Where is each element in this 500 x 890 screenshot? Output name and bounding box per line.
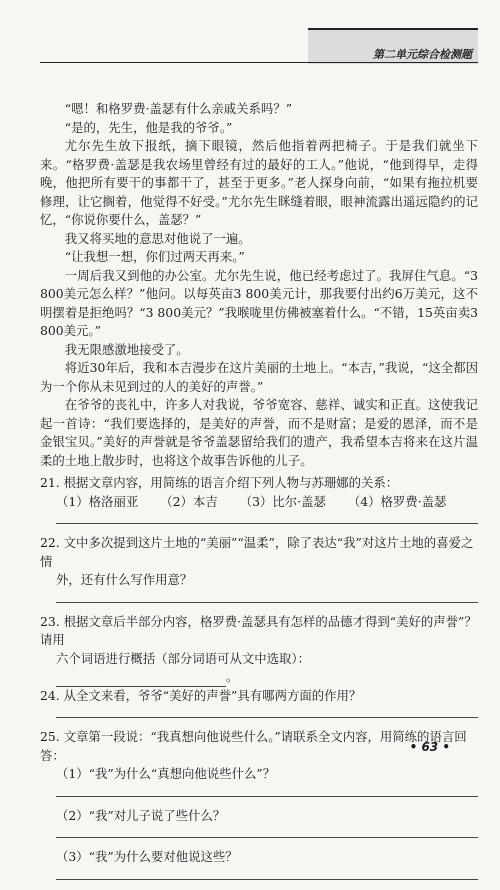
- question-25-sub1: （1）“我”为什么“真想向他说些什么”？: [56, 766, 276, 781]
- answer-line[interactable]: [56, 596, 478, 603]
- question-21-options: [56, 493, 478, 512]
- answer-line[interactable]: [56, 711, 478, 718]
- question-23-end: 。: [226, 669, 239, 684]
- passage-paragraph: 在爷爷的丧礼中，许多人对我说，爷爷宽容、慈祥、诚实和正直。这使我记起一首诗：“我们要选择的，是美好的声誉，而不是财富；是爱的恩泽，而不是金银宝贝。”美好的声誉就是爷爷盖瑟留给我们的遗产，我希望本吉将来在这片温柔的土地上散步时，也将这个故事告诉他的儿子。: [40, 397, 478, 468]
- passage-paragraph: 尤尔先生放下报纸，摘下眼镜，然后他指着两把椅子。于是我们就坐下来。“格罗费·盖瑟是我农场里曾经有过的最好的工人。”他说，“他到得早，走得晚，他把所有要干的事都干了，甚至于更多。”老人探身向前，“如果有拖拉机要修理，让它搁着，他觉得不好受。”尤尔先生眯缝着眼，眼神流露出遥远隐约的记忆，“你说你要什么，盖瑟？”: [40, 138, 478, 227]
- passage-paragraph: 将近30年后，我和本吉漫步在这片美丽的土地上。“本吉，”我说，“这全都因为一个你从未见到过的人的美好的声誉。”: [40, 360, 478, 394]
- header-rule: [40, 62, 478, 63]
- option-benji: （2）本吉: [160, 493, 218, 509]
- question-25: 25. 文章第一段说：“我真想向他说些什么。”请联系全文内容，用简练的语言回答：: [40, 729, 467, 763]
- option-grover: （4）格罗费·盖瑟: [347, 493, 447, 509]
- question-23: 23. 根据文章后半部分内容，格罗费·盖瑟具有怎样的品德才得到“美好的声誉”？请用: [40, 613, 477, 647]
- answer-line[interactable]: [56, 790, 478, 797]
- question-25-sub3: （3）“我”为什么要对他说这些？: [56, 849, 238, 864]
- passage-paragraph: “让我想一想，你们过两天再来。”: [64, 249, 245, 264]
- passage-paragraph: 我又将买地的意思对他说了一遍。: [64, 230, 251, 246]
- page-number: • 63 •: [409, 740, 450, 754]
- question-23-cont: [56, 650, 478, 687]
- question-23-prompt: 六个词语进行概括（部分词语可从文中选取）：: [56, 650, 311, 666]
- question-22-cont: 外，还有什么写作用意？: [56, 572, 193, 587]
- page-header: [40, 28, 478, 62]
- question-24: 24. 从全文来看，爷爷“美好的声誉”具有哪两方面的作用？: [40, 687, 362, 703]
- passage-paragraph: 一周后我又到他的办公室。尤尔先生说，他已经考虑过了。我屏住气息。“3 800美元怎么样？”他问。以每英亩3 800美元计，那我要付出约6万美元，这不明摆着是拒绝吗？“3 800美元？”我喉咙里仿佛被塞着什么。“不错，15英亩卖3 800美元。”: [40, 267, 478, 338]
- passage-paragraph: 我无限感激地接受了。: [64, 341, 189, 357]
- passage-paragraph: “嗯！和格罗费·盖瑟有什么亲戚关系吗？”: [64, 101, 293, 116]
- question-25-sub2: （2）“我”对儿子说了些什么？: [56, 807, 226, 823]
- passage-paragraph: “是的，先生，他是我的爷爷。”: [64, 119, 233, 135]
- fill-blank[interactable]: [56, 674, 226, 687]
- option-bill: （3）比尔·盖瑟: [239, 493, 326, 509]
- option-gloria: （1）格洛丽亚: [56, 493, 139, 509]
- question-21: 21. 根据文章内容，用简练的语言介绍下列人物与苏珊娜的关系：: [40, 475, 399, 490]
- answer-line[interactable]: [56, 517, 478, 524]
- page-content: [40, 100, 478, 890]
- answer-line[interactable]: [56, 873, 478, 880]
- question-22: 22. 文中多次提到这片土地的“美丽”“温柔”，除了表达“我”对这片土地的喜爱之情: [40, 535, 474, 569]
- section-title: 第二单元综合检测题: [373, 48, 472, 61]
- answer-line[interactable]: [56, 831, 478, 838]
